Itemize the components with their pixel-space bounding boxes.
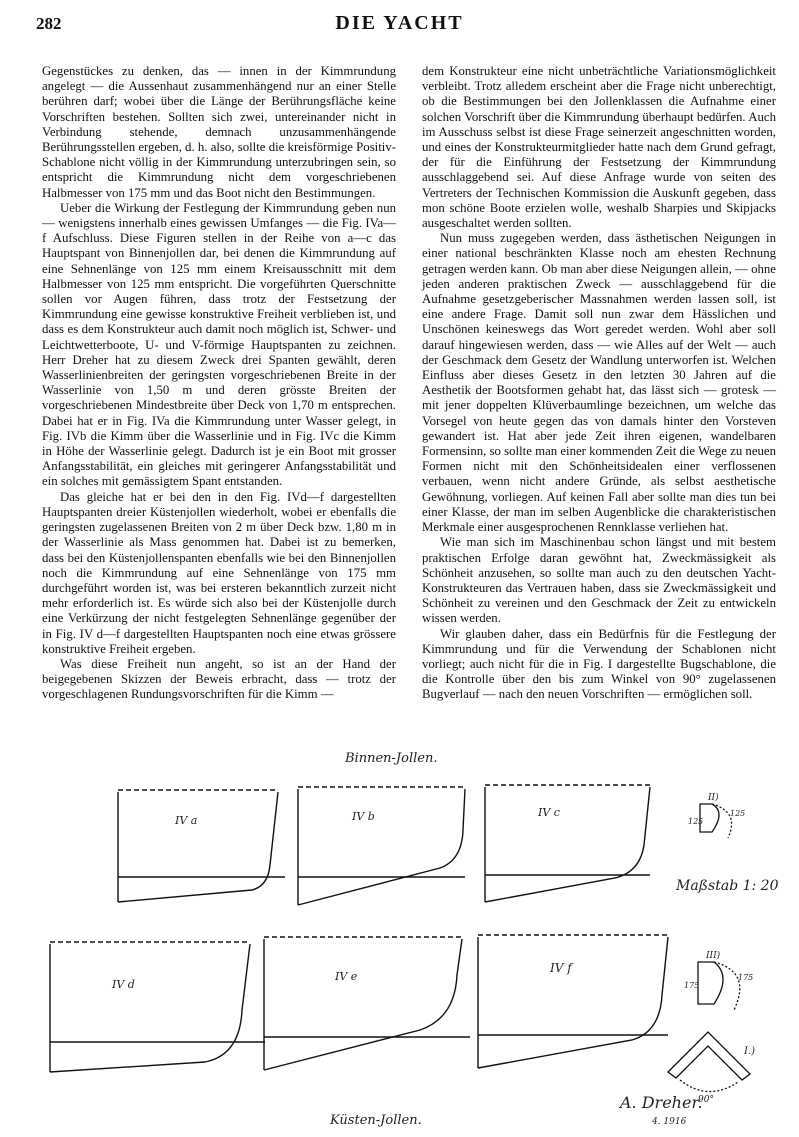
- right-column: [422, 64, 776, 703]
- section-label: IV b: [352, 810, 375, 823]
- left-column: [42, 64, 396, 703]
- template-dim: 125: [730, 809, 746, 818]
- caption-kuesten-jollen: Küsten-Jollen.: [330, 1113, 422, 1128]
- template-ii: [688, 792, 745, 838]
- section-iv-b: [298, 787, 465, 905]
- running-title: DIE YACHT: [335, 12, 464, 34]
- paragraph: Was diese Freiheit nun angeht, so ist an der Hand der beigegebenen Skizzen der Beweis erbracht, dass — trotz der vorgeschlagenen Rundungsvorschriften für die Kimm —: [42, 656, 396, 702]
- template-angle: 90°: [698, 1095, 714, 1105]
- page-number: 282: [36, 14, 62, 33]
- signature-date: 4. 1916: [652, 1117, 687, 1127]
- section-label: IV a: [175, 814, 198, 827]
- template-dim: 175: [684, 981, 700, 990]
- paragraph: Wir glauben daher, dass ein Bedürfnis für die Festlegung der Kimmrundung und für die Verwendung der Schablonen nicht vorliegt; auch nicht für die in Fig. I dargestellte Bugschablone, die die Kontrolle über den bis zum Winkel von 90° zugelassenen Bugverlauf — nach den neuen Vorschriften — ermöglichen soll.: [422, 626, 776, 702]
- section-label: IV f: [550, 961, 572, 975]
- paragraph: dem Konstrukteur eine nicht unbeträchtliche Variationsmöglichkeit verbleibt. Trotz alledem erscheint aber die Frage nicht unberechtigt, ob die Bestimmungen bei den Jollenklassen die Aufnahme einer solchen Vorschrift über die Kimmrundung überhaupt bedürfen. Auch im Ausschuss selbst ist diese Frage seinerzeit angeschnitten worden, und eines der Konstrukteurmitglieder hatte nach dem Grund gefragt, der für die Einführung der Festsetzung der Kimmrundung ausschlaggebend sei. Auf diese Anfrage wurde von seiten des Vertreters der Technischen Kommission die Auskunft gegeben, dass mon schöne Boote erzielen wolle, weshalb Sharpies und Skipjacks ausgeschaltet werden sollten.: [422, 64, 776, 231]
- section-iv-c: [485, 785, 650, 902]
- template-iii: [684, 950, 753, 1010]
- template-label: III): [706, 951, 721, 961]
- template-label: II): [708, 793, 719, 803]
- page-header: [36, 12, 763, 42]
- scale-note: Maßstab 1: 20: [676, 878, 779, 894]
- template-dim: 125: [688, 817, 704, 826]
- section-label: IV d: [112, 978, 135, 991]
- template-label: I.): [744, 1046, 756, 1057]
- section-label: IV e: [335, 970, 358, 983]
- paragraph: Wie man sich im Maschinenbau schon längst und mit bestem praktischen Erfolge daran gewöhnt hat, Zweckmässigkeit als Schönheit anzusehen, so sollte man auch zu den deutschen Yacht-Konstrukteuren das Vertrauen haben, dass sie Zweckmässigkeit und Schönheit zu vereinen und den Geschmack der Zeit zu entwickeln wissen werden.: [422, 535, 776, 626]
- paragraph: Gegenstückes zu denken, das — innen in der Kimmrundung angelegt — die Aussenhaut zusammenhängend nur an einer Stelle berühren darf; wobei über die Länge der Berührungsfläche keine Vorschriften bestehen. Sollten sich zwei, untereinander nicht in Verbindung stehende, demnach unzusammenhängende Berührungsstellen ergeben, d. h. also, sollte die kreisförmige Positiv-Schablone nicht völlig in der Kimmrundung unterzubringen sein, so entspricht die Kimmrundung nicht dem vorgeschriebenen Halbmesser von 175 mm und das Boot nicht den Bestimmungen.: [42, 64, 396, 200]
- signature: A. Dreher.: [620, 1093, 703, 1112]
- section-iv-a: [118, 790, 285, 902]
- section-iv-f: [478, 935, 668, 1068]
- paragraph: Ueber die Wirkung der Festlegung der Kimmrundung geben nun — wenigstens innerhalb eines gewissen Umfanges — die Fig. IVa—f Aufschluss. Diese Figuren stellen in der Reihe von a—c das Hauptspant von Binnenjollen dar, bei denen die Kimmrundung auf eine Sehnenlänge von 125 mm einem Kreisausschnitt mit dem Halbmesser von 125 mm entspricht. Die vorgeführten Querschnitte sollen vor Augen führen, dass trotz der Festsetzung der Kimmrundung eine gewisse konstruktive Freiheit verblieben ist, und dass es dem Konstrukteur auch damit noch möglich ist, Schwer- und Leichtwetterboote, U- und V-förmige Hauptspanten zu zeichnen. Herr Dreher hat zu diesem Zweck drei Spanten gewählt, deren Wasserlinienbreiten der geringsten vorgeschriebenen Breite in der Wasserlinie von 1,50 m und deren grösste Breiten der vorgeschriebenen Mindestbreite über Deck von 1,70 m entsprechen. Dabei hat er in Fig. IVa die Kimmrundung unter Wasser gelegt, in Fig. IVb die Kimm über die Wasserlinie und in Fig. IVc die Kimm in Höhe der Wasserlinie gelegt. Dadurch ist je ein Boot mit grosser Anfangsstabilität, ein gleiches mit geringerer Anfangsstabilität und ein solches mit gemässigtem Spant entstanden.: [42, 200, 396, 489]
- caption-binnen-jollen: Binnen-Jollen.: [345, 751, 438, 766]
- paragraph: Das gleiche hat er bei den in den Fig. IVd—f dargestellten Hauptspanten dreier Küstenjollen wiederholt, wobei er ebenfalls die geringsten zugelassenen Breiten von 2 m über Deck bzw. 1,80 m in der Wasserlinie als Mass genommen hat. Dabei ist zu bemerken, dass bei den Küstenjollenspanten ebenfalls wie bei den Binnenjollen noch die Kimmrundung auf eine Sehnenlänge von 175 mm durchgeführt worden ist, was bei ersteren bekanntlich zurzeit nicht mehr erforderlich ist. Es würde sich also bei der Küstenjolle durch eine Verkürzung der nicht festgelegten Sehnenlänge gegenüber der in Fig. IV d—f dargestellten Hauptspanten noch eine etwas grössere konstruktive Freiheit ergeben.: [42, 489, 396, 656]
- template-dim: 175: [738, 973, 754, 982]
- section-iv-d: [50, 942, 265, 1072]
- section-label: IV c: [538, 806, 560, 819]
- hull-sections-figure: [0, 740, 799, 1137]
- section-iv-e: [264, 937, 470, 1070]
- paragraph: Nun muss zugegeben werden, dass ästhetischen Neigungen in einer national beschränkten Klasse noch am ehesten Rechnung getragen werden kann. Ob man aber diese Neigungen allein, — ohne jeden anderen praktischen Zweck — ausschlaggebend für die Aufnahme gesetzgeberischer Massnahmen werden lassen soll, ist eine andere Frage. Damit soll nun zwar dem Hässlichen und Unschönen keineswegs das Wort geredet werden. Wohl aber soll darauf hingewiesen werden, dass — wie Alles auf der Welt — auch der Geschmack dem Gesetz der Wandlung unterworfen ist. Welchen Einfluss aber dieses Gesetz in den letzten 30 Jahren auf die Aesthetik der Bootsformen gehabt hat, das lässt sich — grotesk — mit jener doppelten Klüverbaumlinge bezeichnen, um welche das Vorsegel von heute gegen das von damals hinter den Vorsteven gewandert ist. Hat aber jede Zeit ihren eigenen, wandelbaren Formensinn, so sollte man einer kommenden Zeit die Wege zu neuen Formen nicht mit den Schönheitsidealen einer verflossenen verbauen, wenn nicht andere Gründe, als selbst aesthetische Gewöhnung, vorliegen. Auf keinen Fall aber sollte man dies tun bei einer Klasse, der man im selben Augenblicke die charakteristischen Merkmale einer ausgesprochenen Rennklasse verliehen hat.: [422, 231, 776, 535]
